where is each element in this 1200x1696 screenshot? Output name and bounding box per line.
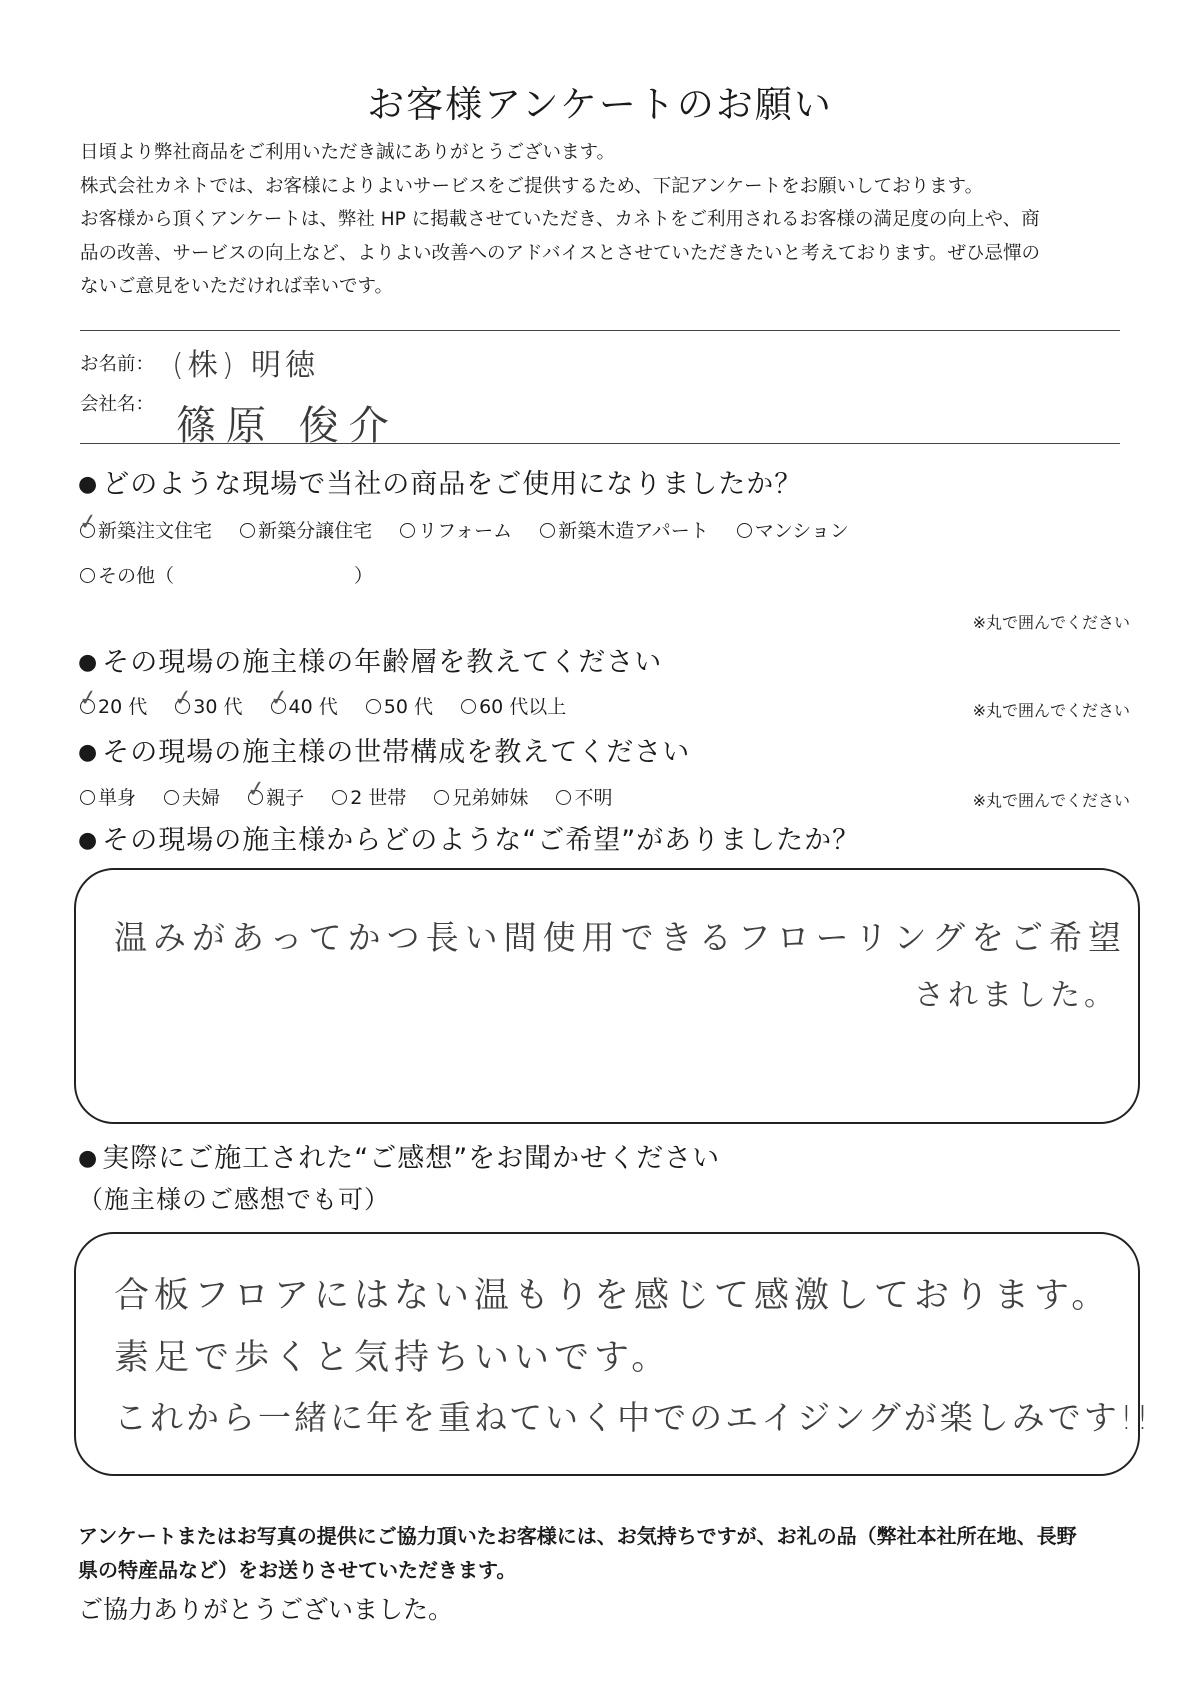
radio-circle-icon bbox=[434, 790, 449, 805]
radio-circle-icon bbox=[540, 523, 555, 538]
note-circle-instruction: ※丸で囲んでください bbox=[972, 701, 1130, 720]
option-label: 2 世帯 bbox=[350, 787, 407, 809]
intro-text bbox=[80, 136, 1120, 304]
intro-line: 日頃より弊社商品をご利用いただき誠にありがとうございます。 bbox=[80, 142, 616, 163]
option-label: 40 代 bbox=[288, 696, 338, 718]
bullet-icon: ● bbox=[78, 1146, 99, 1171]
name-label: お名前： bbox=[80, 354, 155, 375]
check-mark-icon: ✓ bbox=[77, 684, 100, 713]
bullet-icon: ● bbox=[78, 472, 99, 497]
option-age-30s[interactable] bbox=[172, 684, 243, 719]
wish-answer-line: 温みがあってかつ長い間使用できるフローリングをご希望 bbox=[114, 918, 1128, 957]
page-title: お客様アンケートのお願い bbox=[367, 83, 833, 126]
option-mansion[interactable] bbox=[737, 516, 849, 543]
option-other[interactable] bbox=[80, 561, 373, 588]
check-mark-icon: ✓ bbox=[77, 508, 100, 537]
radio-circle-icon bbox=[245, 775, 268, 805]
option-label: 50 代 bbox=[383, 696, 434, 718]
option-single[interactable] bbox=[80, 783, 136, 810]
question-2-text: その現場の施主様の年齢層を教えてください bbox=[102, 647, 663, 678]
option-label: 親子 bbox=[266, 787, 305, 809]
radio-circle-icon bbox=[267, 684, 290, 714]
radio-circle-icon bbox=[737, 523, 752, 538]
company-label: 会社名： bbox=[80, 394, 155, 415]
check-mark-icon: ✓ bbox=[172, 684, 195, 713]
option-label: 新築分譲住宅 bbox=[258, 520, 373, 542]
question-2-title bbox=[78, 640, 662, 679]
question-5-text: 実際にご施工された“ご感想”をお聞かせください bbox=[102, 1143, 721, 1174]
intro-line: お客様から頂くアンケートは、弊社 HP に掲載させていただき、カネトをご利用されるお客様の満足度の向上や、商 bbox=[80, 209, 1040, 230]
note-circle-instruction: ※丸で囲んでください bbox=[972, 613, 1130, 632]
question-1-title bbox=[78, 462, 802, 501]
intro-line: 品の改善、サービスの向上など、よりよい改善へのアドバイスとさせていただきたいと考えております。ぜひ忌憚の bbox=[80, 242, 1040, 264]
radio-circle-icon bbox=[366, 699, 381, 714]
option-label: マンション bbox=[754, 520, 849, 542]
divider bbox=[80, 443, 1120, 444]
option-other-label: その他（ bbox=[98, 565, 175, 587]
intro-line: ないご意見をいただければ幸いです。 bbox=[80, 276, 394, 297]
option-label: 30 代 bbox=[193, 696, 243, 718]
option-age-50s[interactable] bbox=[366, 692, 433, 719]
question-4-text: その現場の施主様からどのような“ご希望”がありましたか？ bbox=[102, 825, 861, 856]
option-age-20s[interactable] bbox=[77, 684, 148, 719]
option-label: 夫婦 bbox=[182, 787, 221, 809]
radio-circle-icon bbox=[164, 790, 179, 805]
option-age-60s-plus[interactable] bbox=[461, 692, 566, 719]
option-parent-child[interactable] bbox=[245, 775, 305, 810]
option-label: 20 代 bbox=[98, 696, 148, 718]
option-age-40s[interactable] bbox=[267, 684, 338, 719]
impression-answer-box[interactable] bbox=[74, 1232, 1153, 1476]
option-other-close: ） bbox=[354, 565, 374, 587]
question-3-title bbox=[78, 730, 690, 769]
option-two-generation[interactable] bbox=[332, 783, 406, 810]
radio-circle-icon bbox=[77, 508, 100, 538]
option-couple[interactable] bbox=[164, 783, 220, 810]
option-label: 不明 bbox=[574, 787, 613, 809]
radio-circle-icon bbox=[556, 790, 571, 805]
impression-answer-line: 素足で歩くと気持ちいいです。 bbox=[114, 1338, 672, 1378]
question-5-title bbox=[78, 1136, 720, 1175]
option-label: リフォーム bbox=[418, 520, 513, 542]
option-label: 60 代以上 bbox=[479, 696, 567, 718]
check-mark-icon: ✓ bbox=[245, 775, 268, 804]
bullet-icon: ● bbox=[78, 740, 99, 765]
option-new-custom-house[interactable] bbox=[77, 508, 213, 543]
question-5-subtitle: （施主様のご感想でも可） bbox=[78, 1185, 391, 1214]
footer-note bbox=[78, 1519, 1138, 1587]
question-1-options bbox=[77, 508, 871, 543]
wish-answer-line: されました。 bbox=[914, 978, 1118, 1013]
impression-answer-line: これから一緒に年を重ねていく中でのエイジングが楽しみです!! bbox=[114, 1398, 1153, 1437]
radio-circle-icon bbox=[461, 699, 476, 714]
question-2-options bbox=[77, 684, 588, 719]
option-label: 新築木造アパート bbox=[558, 520, 709, 542]
option-unknown[interactable] bbox=[556, 783, 612, 810]
radio-circle-icon bbox=[240, 523, 255, 538]
radio-circle-icon bbox=[80, 790, 95, 805]
footer-line: 県の特産品など）をお送りさせていただきます。 bbox=[78, 1558, 517, 1582]
option-reform[interactable] bbox=[400, 516, 512, 543]
radio-circle-icon bbox=[172, 684, 195, 714]
thanks-message: ご協力ありがとうございました。 bbox=[78, 1595, 454, 1624]
radio-circle-icon bbox=[80, 568, 95, 583]
option-new-subdivision-house[interactable] bbox=[240, 516, 372, 543]
radio-circle-icon bbox=[332, 790, 347, 805]
check-mark-icon: ✓ bbox=[267, 684, 290, 713]
bullet-icon: ● bbox=[78, 828, 99, 853]
option-label: 兄弟姉妹 bbox=[452, 787, 529, 809]
question-3-text: その現場の施主様の世帯構成を教えてください bbox=[102, 737, 691, 768]
option-label: 単身 bbox=[98, 787, 137, 809]
option-siblings[interactable] bbox=[434, 783, 528, 810]
question-3-options bbox=[80, 775, 634, 810]
divider bbox=[80, 330, 1120, 331]
radio-circle-icon bbox=[400, 523, 415, 538]
intro-line: 株式会社カネトでは、お客様によりよいサービスをご提供するため、下記アンケートをお願いしております。 bbox=[80, 175, 984, 197]
option-new-wooden-apartment[interactable] bbox=[540, 516, 708, 543]
question-1-text: どのような現場で当社の商品をご使用になりましたか？ bbox=[102, 469, 803, 500]
company-value[interactable]: 篠原 俊介 bbox=[176, 403, 399, 449]
question-4-title bbox=[78, 818, 860, 857]
radio-circle-icon bbox=[77, 684, 100, 714]
impression-answer-line: 合板フロアにはない温もりを感じて感激しております。 bbox=[114, 1276, 1112, 1316]
option-label: 新築注文住宅 bbox=[98, 520, 213, 542]
bullet-icon: ● bbox=[78, 650, 99, 675]
footer-line: アンケートまたはお写真の提供にご協力頂いたお客様には、お気持ちですが、お礼の品（弊社本社所在地、長野 bbox=[78, 1524, 1077, 1548]
wish-answer-box[interactable] bbox=[74, 868, 1140, 1124]
note-circle-instruction: ※丸で囲んでください bbox=[972, 791, 1130, 810]
name-value[interactable]: (株) 明徳 bbox=[172, 348, 319, 383]
